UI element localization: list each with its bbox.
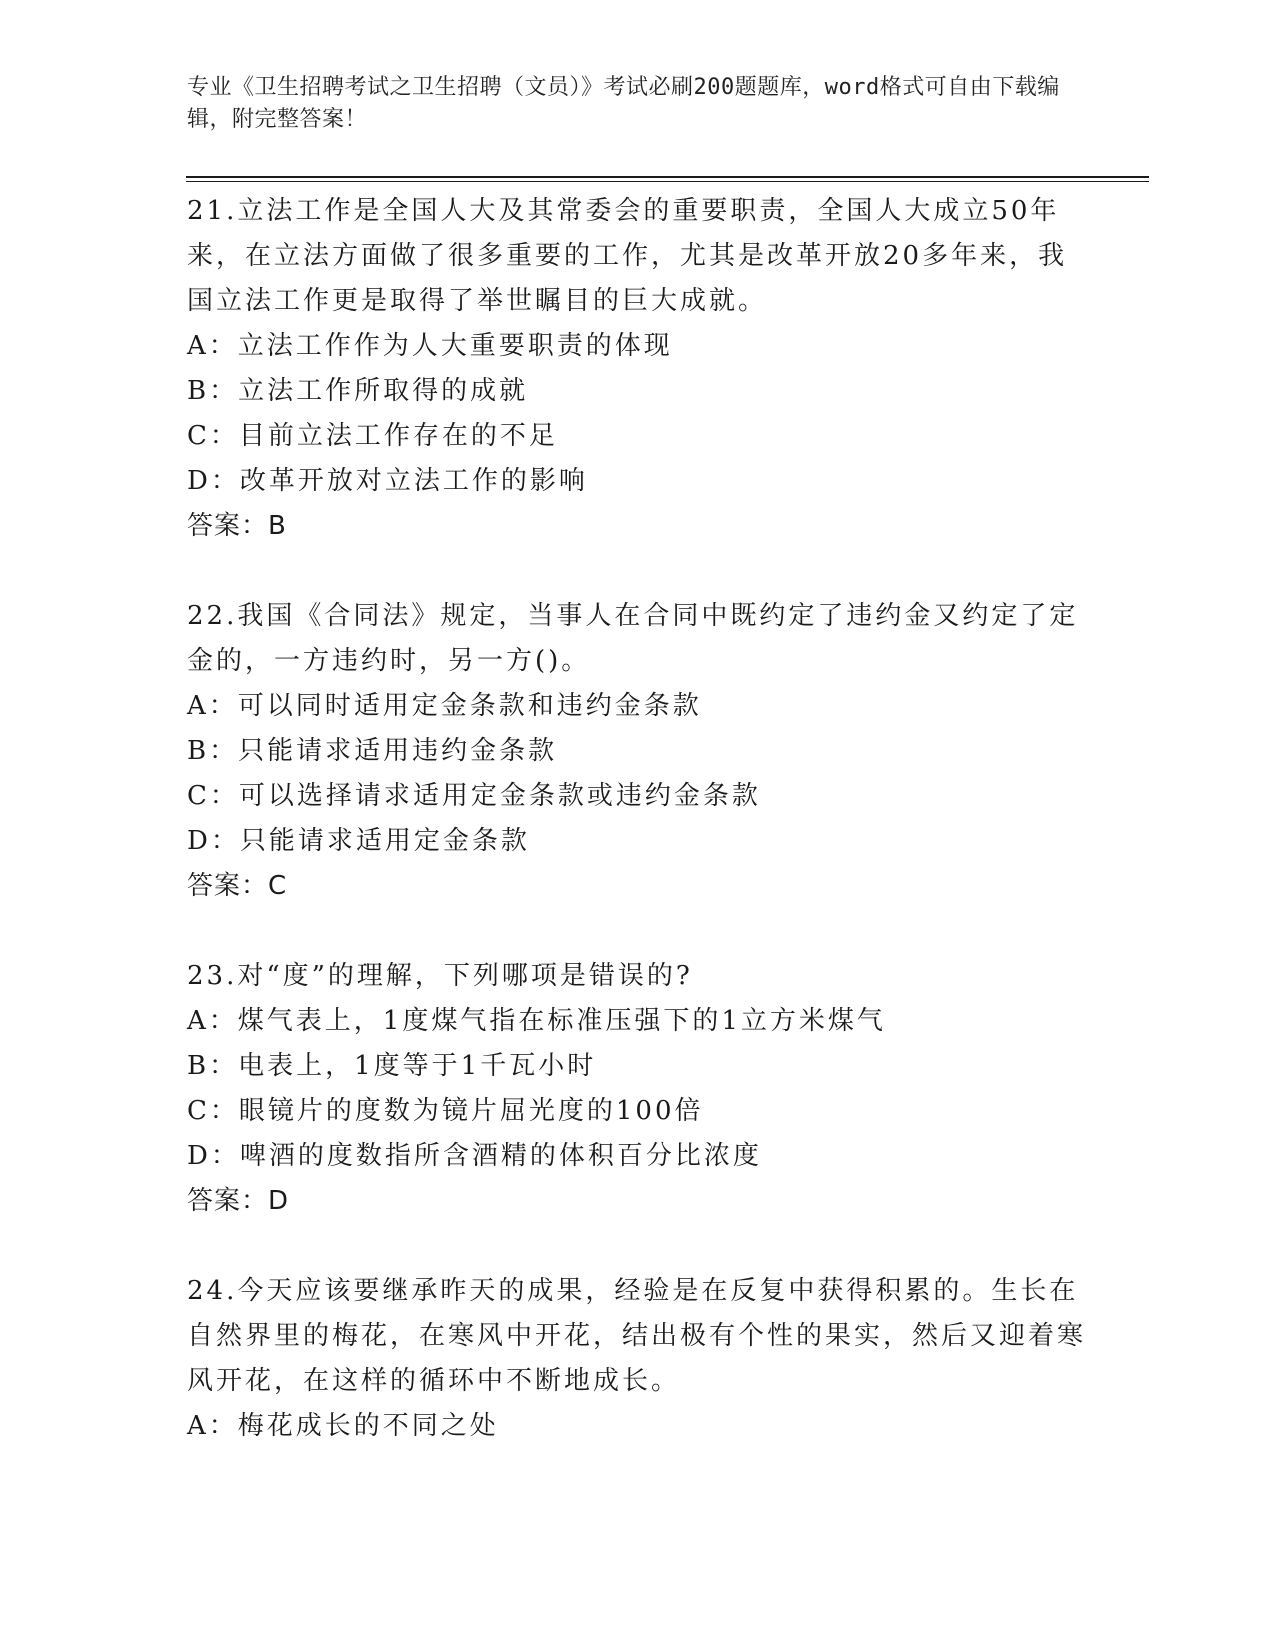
option-a: A：立法工作作为人大重要职责的体现 [187, 331, 673, 361]
header-divider-thick [186, 176, 1149, 178]
option-list [187, 999, 1087, 1179]
answer-line: 答案：D [187, 1186, 290, 1216]
answer-line: 答案：B [187, 511, 287, 541]
option-b: B：电表上，1度等于1千瓦小时 [187, 1051, 597, 1081]
option-c: C：目前立法工作存在的不足 [187, 421, 558, 451]
option-a: A：煤气表上，1度煤气指在标准压强下的1立方米煤气 [187, 1006, 886, 1036]
option-b: B：只能请求适用违约金条款 [187, 736, 558, 766]
question-text: 21.立法工作是全国人大及其常委会的重要职责，全国人大成立50年来，在立法方面做了很多重要的工作，尤其是改革开放20多年来，我国立法工作更是取得了举世瞩目的巨大成就。 [187, 196, 1068, 316]
question-block-22 [187, 594, 1087, 909]
question-block-23 [187, 954, 1087, 1224]
option-a: A：梅花成长的不同之处 [187, 1411, 499, 1441]
option-d: D：啤酒的度数指所含酒精的体积百分比浓度 [187, 1141, 762, 1171]
option-list [187, 684, 1087, 864]
option-d: D：改革开放对立法工作的影响 [187, 466, 588, 496]
answer-line: 答案：C [187, 871, 288, 901]
option-d: D：只能请求适用定金条款 [187, 826, 530, 856]
option-list [187, 324, 1087, 504]
question-block-21 [187, 189, 1087, 549]
option-b: B：立法工作所取得的成就 [187, 376, 529, 406]
document-header: 专业《卫生招聘考试之卫生招聘（文员）》考试必刷200题题库，word格式可自由下载编辑，附完整答案！ [187, 75, 1060, 132]
header-divider-thin [186, 181, 1149, 182]
question-text: 22.我国《合同法》规定，当事人在合同中既约定了违约金又约定了定金的，一方违约时，另一方()。 [187, 601, 1079, 676]
option-c: C：眼镜片的度数为镜片屈光度的100倍 [187, 1096, 704, 1126]
option-a: A：可以同时适用定金条款和违约金条款 [187, 691, 702, 721]
question-block-24 [187, 1269, 1087, 1449]
question-text: 23.对“度”的理解，下列哪项是错误的? [187, 961, 693, 991]
question-text: 24.今天应该要继承昨天的成果，经验是在反复中获得积累的。生长在自然界里的梅花，在寒风中开花，结出极有个性的果实，然后又迎着寒风开花，在这样的循环中不断地成长。 [187, 1276, 1087, 1396]
option-c: C：可以选择请求适用定金条款或违约金条款 [187, 781, 761, 811]
option-list [187, 1404, 1087, 1449]
question-list [187, 189, 1087, 1449]
